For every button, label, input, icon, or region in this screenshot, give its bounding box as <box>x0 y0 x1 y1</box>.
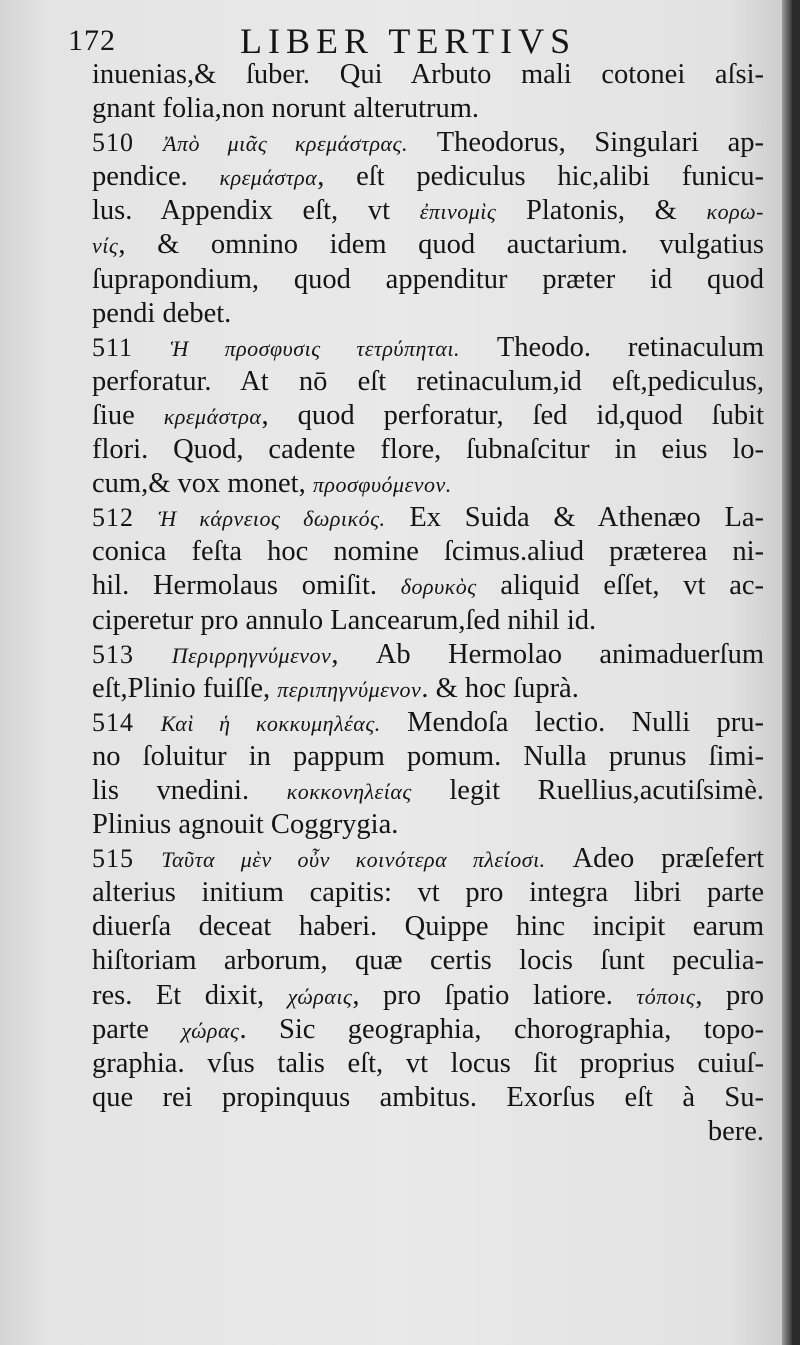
text-line <box>92 638 764 672</box>
note-number: 511 <box>92 332 171 362</box>
text-line <box>92 263 764 297</box>
text-body <box>92 58 764 1149</box>
text-line <box>92 774 764 808</box>
text-segment: . & hoc ſuprà. <box>421 672 579 704</box>
text-line <box>92 944 764 978</box>
text-segment: alterius initium capitis: vt pro integra libri parte <box>92 877 764 909</box>
text-segment: , pro ſpatio latiore. <box>352 979 637 1011</box>
text-line <box>92 297 764 331</box>
page-number: 172 <box>68 24 116 57</box>
text-segment: no ſoluitur in pappum pomum. Nulla prunus ſimi- <box>92 740 764 772</box>
text-line <box>92 365 764 399</box>
text-line <box>92 876 764 910</box>
text-line <box>92 535 764 569</box>
text-segment: pendice. <box>92 161 220 193</box>
text-line <box>92 228 764 262</box>
text-segment: que rei propinquus ambitus. Exorſus eſt à Su- <box>92 1081 764 1113</box>
greek-lemma: Ἡ προσφυσις τετρύπηται. <box>170 335 460 361</box>
note-number: 515 <box>92 844 162 874</box>
text-segment: lus. Appendix eſt, vt <box>92 195 420 227</box>
text-line <box>92 740 764 774</box>
greek-lemma: προσφυόμενον. <box>312 472 452 498</box>
text-segment: Plinius agnouit Coggrygia. <box>92 809 399 841</box>
greek-lemma: χώραις <box>287 983 353 1009</box>
text-segment: hil. Hermolaus omiſit. <box>92 570 401 602</box>
text-segment: , pro <box>695 979 764 1011</box>
text-segment: aliquid eſſet, vt ac- <box>476 570 764 602</box>
greek-lemma: νίς <box>92 233 119 259</box>
text-segment: parte <box>92 1013 182 1045</box>
text-line <box>92 569 764 603</box>
text-segment: ſuprapondium, quod appenditur præter id quod <box>92 263 764 295</box>
text-segment: flori. Quod, cadente flore, ſubnaſcitur in eius lo- <box>92 434 764 466</box>
running-title: LIBER TERTIVS <box>240 21 577 61</box>
text-segment: , eſt pediculus hic,alibi funicu- <box>317 161 764 193</box>
text-segment: conica feſta hoc nomine ſcimus.aliud præterea ni- <box>92 536 764 568</box>
note-number: 510 <box>92 128 164 158</box>
text-segment: Theodo. retinaculum <box>459 331 764 363</box>
text-line <box>92 501 764 535</box>
text-segment: Theodorus, Singulari ap- <box>407 127 764 159</box>
greek-lemma: Ἡ κάρνειος δωρικός. <box>158 506 386 532</box>
text-segment: diuerſa deceat haberi. Quippe hinc incipit earum <box>92 911 764 943</box>
greek-lemma: κορω- <box>706 199 764 225</box>
greek-lemma: Ἀπὸ μιᾶς κρεμάστρας. <box>163 131 408 157</box>
note-number: 513 <box>92 639 172 669</box>
greek-lemma: δορυκὸς <box>400 574 477 600</box>
text-line <box>92 433 764 467</box>
text-segment: inuenias,& ſuber. Qui Arbuto mali cotonei aſsi- <box>92 59 764 90</box>
text-segment: cum,& vox monet, <box>92 468 313 500</box>
text-line <box>92 1013 764 1047</box>
text-line <box>92 160 764 194</box>
text-line <box>92 467 764 501</box>
text-segment: , quod perforatur, ſed id,quod ſubit <box>261 399 764 431</box>
text-segment: , Ab Hermolao animaduerſum <box>331 638 764 670</box>
text-segment: pendi debet. <box>92 297 232 329</box>
greek-lemma: Περιρρηγνύμενον <box>171 642 332 668</box>
text-line <box>92 910 764 944</box>
page-edge <box>782 0 792 1345</box>
text-segment: . Sic geographia, chorographia, topo- <box>239 1013 764 1045</box>
text-segment: graphia. vſus talis eſt, vt locus ſit proprius cuiuſ- <box>92 1047 764 1079</box>
text-segment: perforatur. At nō eſt retinaculum,id eſt,pediculus, <box>92 365 764 397</box>
text-segment: gnant folia,non norunt alterutrum. <box>92 93 480 125</box>
note-number: 514 <box>92 707 161 737</box>
text-line <box>92 1081 764 1115</box>
text-line <box>92 58 764 92</box>
text-line <box>92 979 764 1013</box>
text-segment: res. Et dixit, <box>92 979 288 1011</box>
text-segment: lis vnedini. <box>92 774 287 806</box>
text-segment: ſiue <box>92 399 164 431</box>
text-line <box>92 808 764 842</box>
text-line <box>92 194 764 228</box>
text-line <box>92 1047 764 1081</box>
greek-lemma: κρεμάστρα <box>219 165 318 191</box>
text-segment: hiſtoriam arborum, quæ certis locis ſunt peculia- <box>92 945 764 977</box>
text-segment: Adeo præſefert <box>545 843 764 875</box>
text-line <box>92 604 764 638</box>
text-line <box>92 1115 764 1149</box>
note-number: 512 <box>92 503 159 533</box>
greek-lemma: Καὶ ἡ κοκκυμηλέας. <box>160 710 381 736</box>
text-segment: Platonis, & <box>496 195 707 227</box>
text-segment: Ex Suida & Athenæo La- <box>385 502 764 534</box>
text-line <box>92 842 764 876</box>
greek-lemma: τόποις <box>636 983 696 1009</box>
text-segment: legit Ruellius,acutiſsimè. <box>411 774 764 806</box>
text-segment: ciperetur pro annulo Lancearum,ſed nihil id. <box>92 604 597 636</box>
text-line <box>92 672 764 706</box>
greek-lemma: χώρας <box>181 1017 240 1043</box>
text-segment: eſt,Plinio fuiſſe, <box>92 672 278 704</box>
text-line <box>92 331 764 365</box>
text-segment: bere. <box>707 1115 764 1147</box>
greek-lemma: κρεμάστρα <box>163 403 262 429</box>
greek-lemma: Ταῦτα μὲν οὖν κοινότερα πλείοσι. <box>161 847 546 873</box>
greek-lemma: περιπηγνύμενον <box>277 676 422 702</box>
text-line <box>92 399 764 433</box>
greek-lemma: ἐπινομὶς <box>419 199 497 225</box>
text-line <box>92 92 764 126</box>
text-line <box>92 706 764 740</box>
greek-lemma: κοκκονηλείας <box>286 778 412 804</box>
text-line <box>92 126 764 160</box>
text-segment: Mendoſa lectio. Nulli pru- <box>380 706 764 738</box>
text-segment: , & omnino idem quod auctarium. vulgatius <box>118 229 764 261</box>
